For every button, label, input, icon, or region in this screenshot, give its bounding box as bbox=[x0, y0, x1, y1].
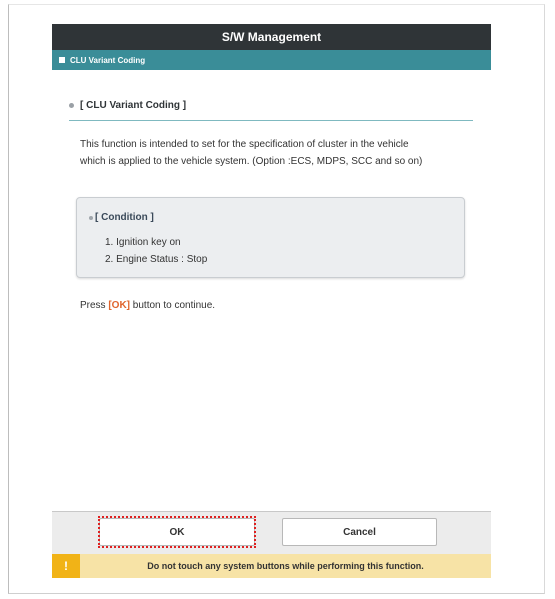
bullet-icon bbox=[89, 216, 93, 220]
warning-icon: ! bbox=[52, 554, 80, 578]
description-line-1: This function is intended to set for the specification of cluster in the vehicle bbox=[80, 139, 409, 150]
condition-box bbox=[76, 197, 465, 278]
prompt-ok-reference: [OK] bbox=[108, 300, 131, 311]
section-heading-label: [ CLU Variant Coding ] bbox=[80, 100, 187, 111]
cancel-button[interactable]: Cancel bbox=[282, 518, 437, 546]
warning-text: Do not touch any system buttons while performing this function. bbox=[147, 561, 424, 571]
subheader-label: CLU Variant Coding bbox=[70, 55, 146, 65]
prompt-suffix: button to continue. bbox=[130, 300, 216, 311]
prompt-prefix: Press bbox=[80, 300, 109, 311]
warning-bar bbox=[52, 554, 491, 578]
condition-heading-label: [ Condition ] bbox=[95, 212, 154, 223]
section-heading bbox=[69, 100, 473, 111]
subheader-bar bbox=[52, 50, 491, 70]
ok-button[interactable]: OK bbox=[99, 518, 255, 546]
condition-item: 2. Engine Status : Stop bbox=[105, 254, 208, 265]
condition-item: 1. Ignition key on bbox=[105, 237, 181, 248]
window-title: S/W Management bbox=[52, 24, 491, 50]
description-line-2: which is applied to the vehicle system. (Option :ECS, MDPS, SCC and so on) bbox=[80, 156, 423, 167]
square-bullet-icon bbox=[59, 57, 65, 63]
continue-prompt bbox=[80, 300, 215, 311]
bullet-icon bbox=[69, 103, 74, 108]
description-text bbox=[80, 136, 476, 170]
button-bar bbox=[52, 511, 491, 554]
condition-heading bbox=[89, 212, 154, 223]
app-window bbox=[52, 24, 491, 578]
section-divider bbox=[69, 120, 473, 121]
